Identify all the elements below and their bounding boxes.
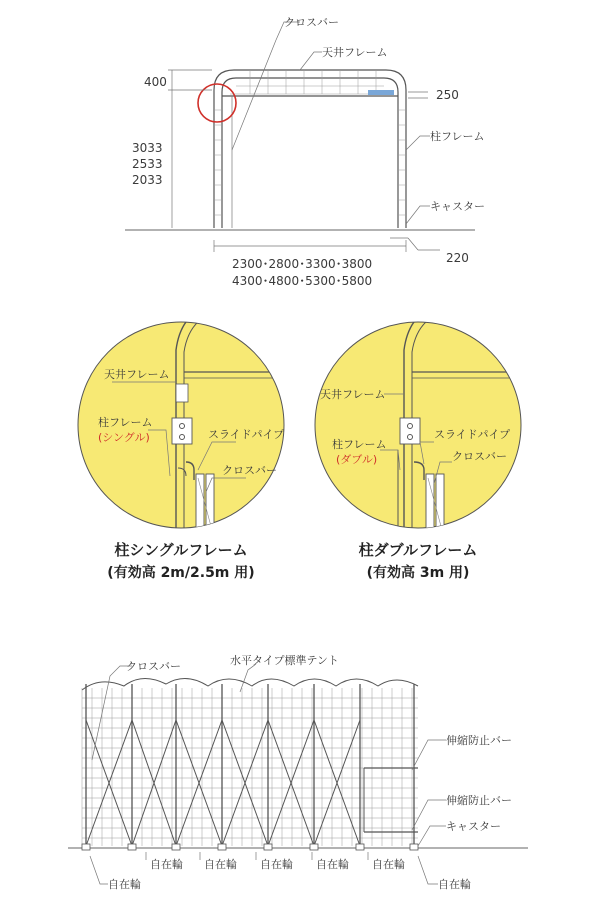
caster-wheel <box>264 844 272 850</box>
caster-wheel <box>218 844 226 850</box>
side-view-diagram <box>68 653 528 891</box>
roof-mesh <box>230 70 390 94</box>
dim-height-2: 2533 <box>132 157 163 171</box>
label-slide-pipe: スライドパイプ <box>434 428 511 441</box>
dim-height-1: 3033 <box>132 141 163 155</box>
dim-width-row2: 4300･4800･5300･5800 <box>232 274 373 288</box>
pillars <box>86 684 414 846</box>
dim-roof-offset: 250 <box>436 88 459 102</box>
label-cross-bar: クロスバー <box>284 16 339 29</box>
dim-height-3: 2033 <box>132 173 163 187</box>
dim-width-row1: 2300･2800･3300･3800 <box>232 257 373 271</box>
caster-wheel <box>82 844 90 850</box>
label-tent: 水平タイプ標準テント <box>230 654 339 667</box>
label-ceiling-frame: 天井フレーム <box>320 388 386 401</box>
roof-logo <box>368 90 394 95</box>
casters <box>82 844 418 850</box>
label-caster: キャスター <box>430 200 485 213</box>
dim-caster-width: 220 <box>446 251 469 265</box>
label-wheel-3: 自在輪 <box>260 858 293 871</box>
detail-circle-double <box>315 310 525 581</box>
label-wheel-2: 自在輪 <box>204 858 237 871</box>
dimension-lines <box>168 70 440 252</box>
label-caster: キャスター <box>446 820 501 833</box>
label-cross-bar: クロスバー <box>126 660 181 673</box>
label-ceiling-frame: 天井フレーム <box>322 46 388 59</box>
caption-single-line1: 柱シングルフレーム <box>114 541 248 559</box>
caster-wheel <box>310 844 318 850</box>
caster-wheel <box>410 844 418 850</box>
label-pillar-frame: 柱フレーム <box>332 438 387 451</box>
label-ceiling-frame: 天井フレーム <box>104 368 170 381</box>
caster-wheel <box>356 844 364 850</box>
caption-double-line1: 柱ダブルフレーム <box>358 541 478 559</box>
label-cross-bar: クロスバー <box>452 450 507 463</box>
caption-single-line2: (有効高 2m/2.5m 用) <box>107 565 255 581</box>
front-view-diagram <box>125 16 485 288</box>
label-anti-stretch-2: 伸縮防止バー <box>446 794 512 807</box>
label-wheel-5: 自在輪 <box>372 858 405 871</box>
roof-inner-frame <box>222 78 398 228</box>
label-pillar-frame: 柱フレーム <box>430 130 485 143</box>
label-pillar-frame: 柱フレーム <box>98 416 153 429</box>
dim-top-height: 400 <box>144 75 167 89</box>
caster-wheel <box>128 844 136 850</box>
label-slide-pipe: スライドパイプ <box>208 428 285 441</box>
label-wheel-1: 自在輪 <box>150 858 183 871</box>
label-wheel-left: 自在輪 <box>108 878 141 891</box>
label-cross-bar: クロスバー <box>222 464 277 477</box>
pillar-mesh <box>214 110 406 215</box>
label-anti-stretch-1: 伸縮防止バー <box>446 734 512 747</box>
label-variant-double: (ダブル) <box>336 453 378 466</box>
label-wheel-right: 自在輪 <box>438 878 471 891</box>
cross-bars <box>86 720 360 846</box>
detail-circle-single <box>78 310 290 581</box>
caption-double-line2: (有効高 3m 用) <box>366 565 470 581</box>
label-wheel-4: 自在輪 <box>316 858 349 871</box>
label-variant-single: (シングル) <box>98 431 150 444</box>
caster-wheel <box>172 844 180 850</box>
